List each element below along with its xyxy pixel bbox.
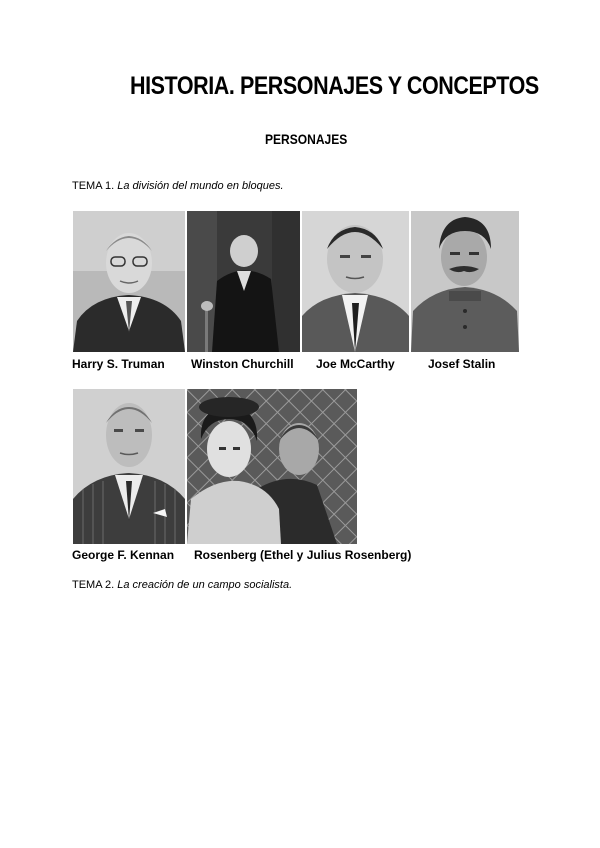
section-heading: PERSONAJES [265,131,348,147]
rosenberg-caption: Rosenberg (Ethel y Julius Rosenberg) [194,548,412,562]
truman-photo [73,211,185,352]
stalin-photo [411,211,519,352]
kennan-photo [73,389,185,544]
mccarthy-photo [302,211,409,352]
tema-1-prefix: TEMA 1. [72,180,115,192]
tema-1-heading [72,180,284,192]
tema-2-topic: La creación de un campo socialista. [117,579,293,591]
stalin-caption: Josef Stalin [428,357,496,371]
tema-2-heading [72,579,292,591]
truman-caption: Harry S. Truman [72,357,165,371]
churchill-caption: Winston Churchill [191,357,294,371]
kennan-caption: George F. Kennan [72,548,175,562]
mccarthy-caption: Joe McCarthy [316,357,395,371]
tema-1-topic: La división del mundo en bloques. [117,180,284,192]
rosenberg-photo [187,389,357,544]
tema-2-prefix: TEMA 2. [72,579,115,591]
churchill-photo [187,211,300,352]
page-title: HISTORIA. PERSONAJES Y CONCEPTOS [130,72,539,100]
